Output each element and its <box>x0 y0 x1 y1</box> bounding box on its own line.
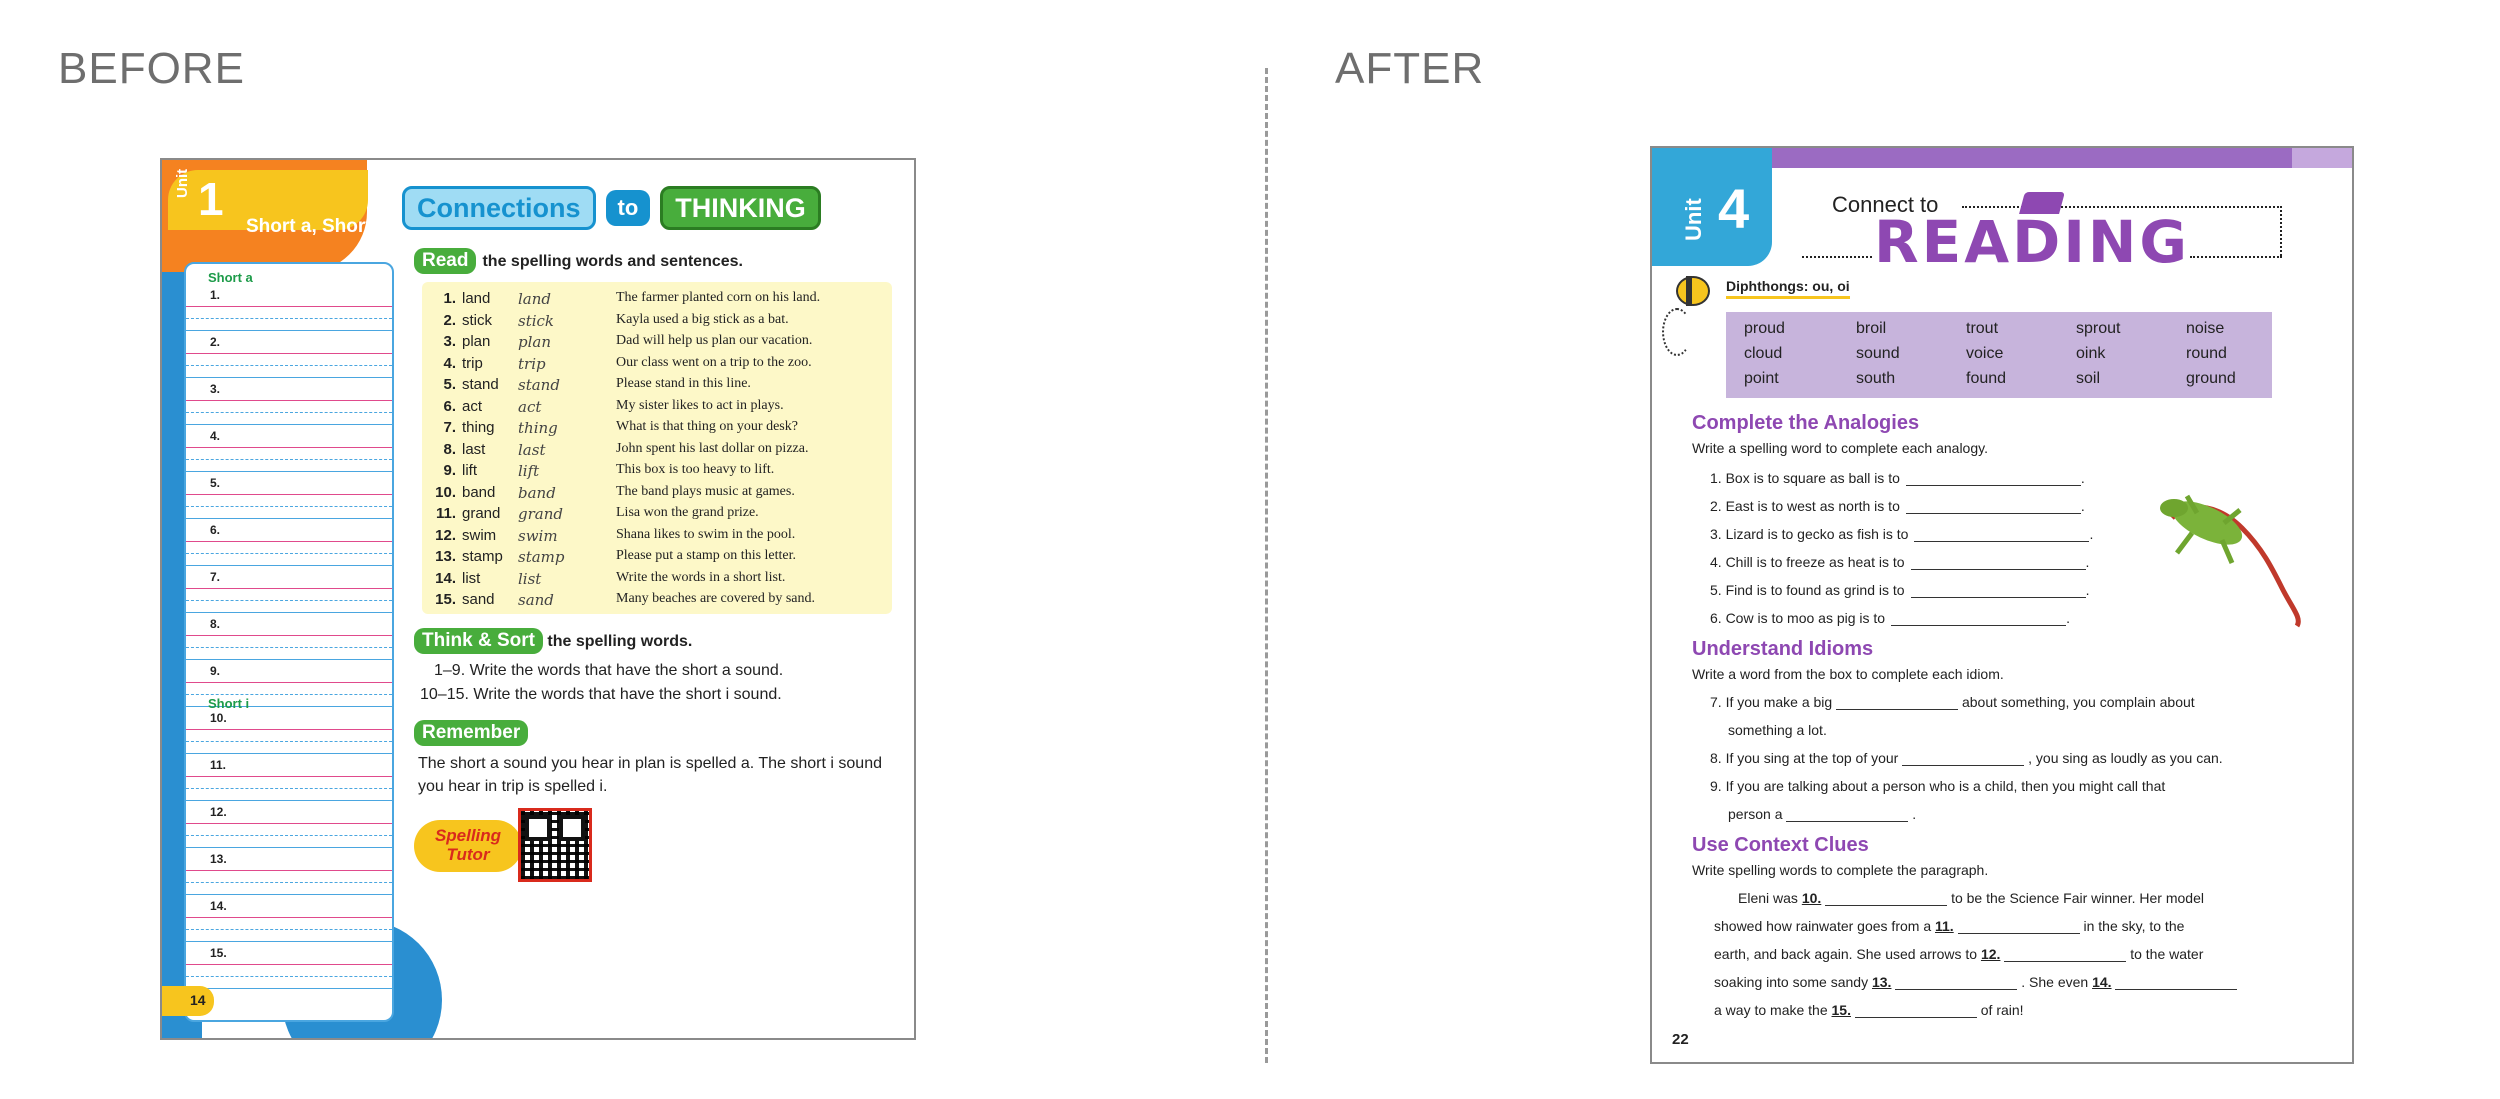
word-number: 6. <box>443 397 456 415</box>
context-text: to be the Science Fair winner. Her model <box>1951 890 2204 906</box>
cursive-word: lift <box>518 462 540 480</box>
word-row <box>422 290 892 312</box>
box-word: noise <box>2186 320 2225 337</box>
answer-blank[interactable] <box>1911 584 2086 598</box>
answer-blank[interactable] <box>1911 556 2086 570</box>
cursive-word: trip <box>518 354 546 373</box>
answer-blank[interactable] <box>1786 808 1908 822</box>
word-number: 7. <box>443 419 456 436</box>
unit-subtitle: Short a, Short i <box>246 216 383 237</box>
read-text: the spelling words and sentences. <box>482 253 743 270</box>
word-number: 12. <box>435 526 456 544</box>
cursive-word: stick <box>518 311 555 330</box>
word-number: 11. <box>435 505 456 522</box>
context-text: . She even <box>2021 974 2089 990</box>
spelling-tutor-label[interactable]: Spelling Tutor <box>414 820 522 872</box>
answer-blank[interactable] <box>1902 752 2024 766</box>
analogy-text: 4. Chill is to freeze as heat is to <box>1710 554 1905 570</box>
writing-line[interactable] <box>186 803 392 850</box>
unit-number: 1 <box>198 173 224 225</box>
example-sentence: John spent his last dollar on pizza. <box>616 440 809 456</box>
writing-line[interactable] <box>186 568 392 615</box>
line-number: 7. <box>210 570 221 584</box>
example-sentence: Please stand in this line. <box>616 376 751 391</box>
line-number: 6. <box>210 523 221 537</box>
line-number: 9. <box>210 664 221 678</box>
analogy-item: 3. Lizard is to gecko as fish is to . <box>1710 526 2094 542</box>
blank-number: 13. <box>1871 974 1892 990</box>
answer-blank[interactable] <box>1855 1004 1977 1018</box>
page-number: 22 <box>1672 1031 1689 1048</box>
idiom-q7 <box>1710 694 2195 710</box>
cursive-word: list <box>518 569 542 588</box>
top-bar-accent <box>2292 148 2354 168</box>
spelling-word: plan <box>462 333 491 350</box>
context-text: showed how rainwater goes from a <box>1714 918 1932 934</box>
read-pill: Read <box>414 248 476 274</box>
box-word: point <box>1744 370 1779 387</box>
context-text: Eleni was <box>1738 890 1798 906</box>
spelling-word: grand <box>462 505 501 522</box>
analogy-text: 2. East is to west as north is to <box>1710 498 1900 514</box>
example-sentence: Please put a stamp on this letter. <box>616 548 797 563</box>
writing-line[interactable] <box>186 615 392 662</box>
analogy-text: 5. Find is to found as grind is to <box>1710 582 1905 598</box>
box-word: ground <box>2186 370 2236 387</box>
context-text: earth, and back again. She used arrows to <box>1714 946 1978 962</box>
line-number: 1. <box>210 288 221 302</box>
analogy-item: 4. Chill is to freeze as heat is to . <box>1710 554 2090 570</box>
line-number: 2. <box>210 335 221 349</box>
context-heading: Use Context Clues <box>1692 834 1869 856</box>
idiom-q9: 9. If you are talking about a person who is a child, then you might call that <box>1710 778 2166 794</box>
connect-to-text: Connect to <box>1832 192 1939 217</box>
spelling-word: band <box>462 483 496 501</box>
diphthongs-label: Diphthongs: ou, oi <box>1726 278 1850 299</box>
blank-number: 10. <box>1801 890 1822 906</box>
line-number: 13. <box>210 852 227 866</box>
example-sentence: What is that thing on your desk? <box>616 419 798 434</box>
blank-number: 14. <box>2092 974 2112 990</box>
word-row <box>422 484 892 506</box>
line-number: 10. <box>210 711 227 725</box>
example-sentence: Write the words in a short list. <box>616 569 786 585</box>
blank-number: 12. <box>1980 946 2001 962</box>
top-bar <box>1772 148 2354 168</box>
cursive-word: band <box>518 483 556 502</box>
analogies-instruction: Write a spelling word to complete each analogy. <box>1692 440 1988 456</box>
word-row <box>422 505 892 527</box>
spelling-word: thing <box>462 419 495 436</box>
cursive-word: act <box>518 397 542 416</box>
idiom-q7-b: about something, you complain about <box>1961 694 2195 710</box>
word-box <box>1726 312 2272 398</box>
word-number: 2. <box>443 311 456 329</box>
box-word: voice <box>1966 345 2004 362</box>
writing-line[interactable] <box>186 333 392 380</box>
context-text: in the sky, to the <box>2083 918 2185 934</box>
banner-connections: Connections <box>402 186 596 230</box>
word-row <box>422 398 892 420</box>
analogy-text: 1. Box is to square as ball is to <box>1710 470 1900 486</box>
context-instruction: Write spelling words to complete the paragraph. <box>1692 862 1989 878</box>
spelling-word: swim <box>462 526 497 544</box>
example-sentence: Dad will help us plan our vacation. <box>616 333 813 348</box>
think-sort-line-2: 10–15. Write the words that have the short i sound. <box>420 686 782 703</box>
cursive-word: last <box>518 440 546 459</box>
box-word: broil <box>1856 320 1887 337</box>
example-sentence: Kayla used a big stick as a bat. <box>616 311 789 327</box>
idioms-instruction: Write a word from the box to complete each idiom. <box>1692 666 2004 682</box>
example-sentence: Shana likes to swim in the pool. <box>616 526 796 542</box>
line-number: 15. <box>210 946 227 960</box>
context-text: soaking into some sandy <box>1714 974 1869 990</box>
spelling-word: land <box>462 290 491 307</box>
example-sentence: This box is too heavy to lift. <box>616 462 775 477</box>
cursive-word: stamp <box>518 548 565 566</box>
box-word: oink <box>2076 345 2106 362</box>
think-sort <box>414 628 692 654</box>
remember-text: The short a sound you hear in plan is spelled a. The short i sound you hear in trip is spelled i. <box>418 755 882 795</box>
word-number: 14. <box>435 569 456 587</box>
think-sort-pill: Think & Sort <box>414 628 543 654</box>
example-sentence: The band plays music at games. <box>616 483 795 499</box>
cursive-word: land <box>518 290 552 308</box>
word-row <box>422 312 892 334</box>
word-number: 8. <box>443 440 456 458</box>
qr-code-icon[interactable] <box>518 808 592 882</box>
word-row <box>422 419 892 441</box>
word-row <box>422 591 892 613</box>
analogy-item: 1. Box is to square as ball is to . <box>1710 470 2085 486</box>
remember-pill: Remember <box>414 720 528 746</box>
writing-line[interactable] <box>186 521 392 568</box>
word-row <box>422 548 892 570</box>
word-row <box>422 570 892 592</box>
think-sort-text: the spelling words. <box>547 633 693 650</box>
box-word: soil <box>2076 370 2101 387</box>
connect-to-reading-title <box>1802 192 2282 276</box>
unit-number: 4 <box>1718 177 1750 240</box>
word-number: 10. <box>435 483 456 501</box>
word-row <box>422 441 892 463</box>
dotted-frame <box>2280 206 2282 256</box>
spelling-word: stick <box>462 311 492 329</box>
writing-line[interactable] <box>186 944 392 991</box>
example-sentence: Lisa won the grand prize. <box>616 505 759 520</box>
idiom-q7-a: 7. If you make a big <box>1710 694 1833 710</box>
idiom-q8 <box>1710 750 2223 766</box>
line-number: 3. <box>210 382 221 396</box>
example-sentence: The farmer planted corn on his land. <box>616 290 821 305</box>
word-list <box>422 282 892 614</box>
writing-line[interactable] <box>186 286 392 333</box>
line-number: 4. <box>210 429 221 443</box>
answer-blank[interactable] <box>2115 976 2237 990</box>
word-number: 9. <box>443 462 456 479</box>
writing-line[interactable] <box>186 756 392 803</box>
banner-thinking: THINKING <box>660 186 821 230</box>
spelling-word: trip <box>462 354 483 372</box>
answer-blank[interactable] <box>1836 696 1958 710</box>
writing-line[interactable] <box>186 897 392 944</box>
unit-word: Unit <box>174 168 191 198</box>
spelling-word: stand <box>462 376 499 393</box>
group-short-i: Short i <box>208 696 250 711</box>
word-number: 5. <box>443 376 456 393</box>
page-number: 14 <box>162 986 214 1016</box>
word-row <box>422 376 892 398</box>
unit-word: Unit <box>1681 198 1706 241</box>
context-line-5 <box>1714 1002 2024 1018</box>
analogies-heading: Complete the Analogies <box>1692 412 1920 434</box>
cursive-word: stand <box>518 376 560 394</box>
answer-blank[interactable] <box>1906 500 2081 514</box>
line-number: 11. <box>210 758 227 772</box>
cursive-word: thing <box>518 419 558 437</box>
idioms-heading: Understand Idioms <box>1692 638 1874 660</box>
context-line-1 <box>1738 890 2204 906</box>
bee-trail <box>1662 308 1692 356</box>
context-text: a way to make the <box>1714 1002 1828 1018</box>
context-line-3 <box>1714 946 2203 962</box>
example-sentence: My sister likes to act in plays. <box>616 397 784 413</box>
read-instruction <box>414 248 743 274</box>
group-short-a: Short a <box>208 270 253 285</box>
box-word: trout <box>1966 320 1999 337</box>
before-page <box>160 158 916 1040</box>
analogy-item: 6. Cow is to moo as pig is to . <box>1710 610 2070 626</box>
line-number: 12. <box>210 805 227 819</box>
spelling-word: lift <box>462 462 477 479</box>
analogy-text: 3. Lizard is to gecko as fish is to <box>1710 526 1909 542</box>
context-line-2 <box>1714 918 2184 934</box>
spelling-word: stamp <box>462 548 503 565</box>
box-word: round <box>2186 345 2227 362</box>
writing-lines-panel <box>184 262 394 1022</box>
blank-number: 15. <box>1831 1002 1851 1018</box>
context-text: of rain! <box>1980 1002 2024 1018</box>
spelling-word: sand <box>462 591 495 608</box>
word-number: 1. <box>443 290 456 307</box>
idiom-q8-b: , you sing as loudly as you can. <box>2028 750 2223 766</box>
idiom-q7-c: something a lot. <box>1728 722 1827 738</box>
box-word: south <box>1856 370 1896 387</box>
connections-banner <box>402 184 821 232</box>
example-sentence: Many beaches are covered by sand. <box>616 591 816 606</box>
idiom-q8-a: 8. If you sing at the top of your <box>1710 750 1899 766</box>
spelling-word: act <box>462 397 483 415</box>
writing-line[interactable] <box>186 709 392 756</box>
word-number: 13. <box>435 548 456 565</box>
think-sort-line-1: 1–9. Write the words that have the short a sound. <box>434 662 784 679</box>
word-number: 3. <box>443 333 456 350</box>
word-row <box>422 462 892 484</box>
cursive-word: plan <box>518 333 552 351</box>
box-word: sprout <box>2076 320 2121 337</box>
idiom-q9-b-line: person a . <box>1728 806 1917 822</box>
writing-line[interactable] <box>186 380 392 427</box>
context-text: to the water <box>2130 946 2204 962</box>
analogy-text: 6. Cow is to moo as pig is to <box>1710 610 1886 626</box>
answer-blank[interactable] <box>1906 472 2081 486</box>
divider <box>1265 68 1268 1063</box>
answer-blank[interactable] <box>2004 948 2126 962</box>
example-sentence: Our class went on a trip to the zoo. <box>616 354 812 370</box>
analogy-item: 5. Find is to found as grind is to . <box>1710 582 2090 598</box>
idiom-q9-b: person a <box>1728 806 1783 822</box>
writing-line[interactable] <box>186 427 392 474</box>
writing-line[interactable] <box>186 474 392 521</box>
word-number: 4. <box>443 354 456 372</box>
spelling-word: last <box>462 440 486 458</box>
cursive-word: swim <box>518 526 558 545</box>
box-word: cloud <box>1744 345 1783 362</box>
lizard-icon <box>2152 478 2312 628</box>
bee-stripe <box>1686 276 1692 306</box>
blank-number: 11. <box>1935 918 1954 934</box>
word-row <box>422 527 892 549</box>
after-label: AFTER <box>1335 44 1485 93</box>
before-label: BEFORE <box>58 44 245 93</box>
answer-blank[interactable] <box>1895 976 2017 990</box>
context-line-4 <box>1714 974 2237 990</box>
writing-line[interactable] <box>186 850 392 897</box>
word-number: 15. <box>435 591 456 608</box>
box-word: sound <box>1856 345 1900 362</box>
unit-tab <box>1652 148 1772 266</box>
box-word: found <box>1966 370 2007 387</box>
line-number: 14. <box>210 899 227 913</box>
word-row <box>422 333 892 355</box>
spelling-word: list <box>462 569 481 587</box>
reading-title: READING <box>1874 208 2191 276</box>
answer-blank[interactable] <box>1958 920 2080 934</box>
box-word: proud <box>1744 320 1785 337</box>
banner-to: to <box>606 190 651 226</box>
cursive-word: sand <box>518 591 554 609</box>
answer-blank[interactable] <box>1891 612 2066 626</box>
dotted-frame <box>2190 256 2282 258</box>
bee-icon <box>1676 276 1710 306</box>
line-number: 8. <box>210 617 221 631</box>
remember-heading <box>414 720 528 746</box>
answer-blank[interactable] <box>1914 528 2089 542</box>
cursive-word: grand <box>518 505 563 523</box>
dotted-frame <box>1802 256 1872 258</box>
answer-blank[interactable] <box>1825 892 1947 906</box>
analogy-item: 2. East is to west as north is to . <box>1710 498 2085 514</box>
word-row <box>422 355 892 377</box>
after-page <box>1650 146 2354 1064</box>
line-number: 5. <box>210 476 221 490</box>
